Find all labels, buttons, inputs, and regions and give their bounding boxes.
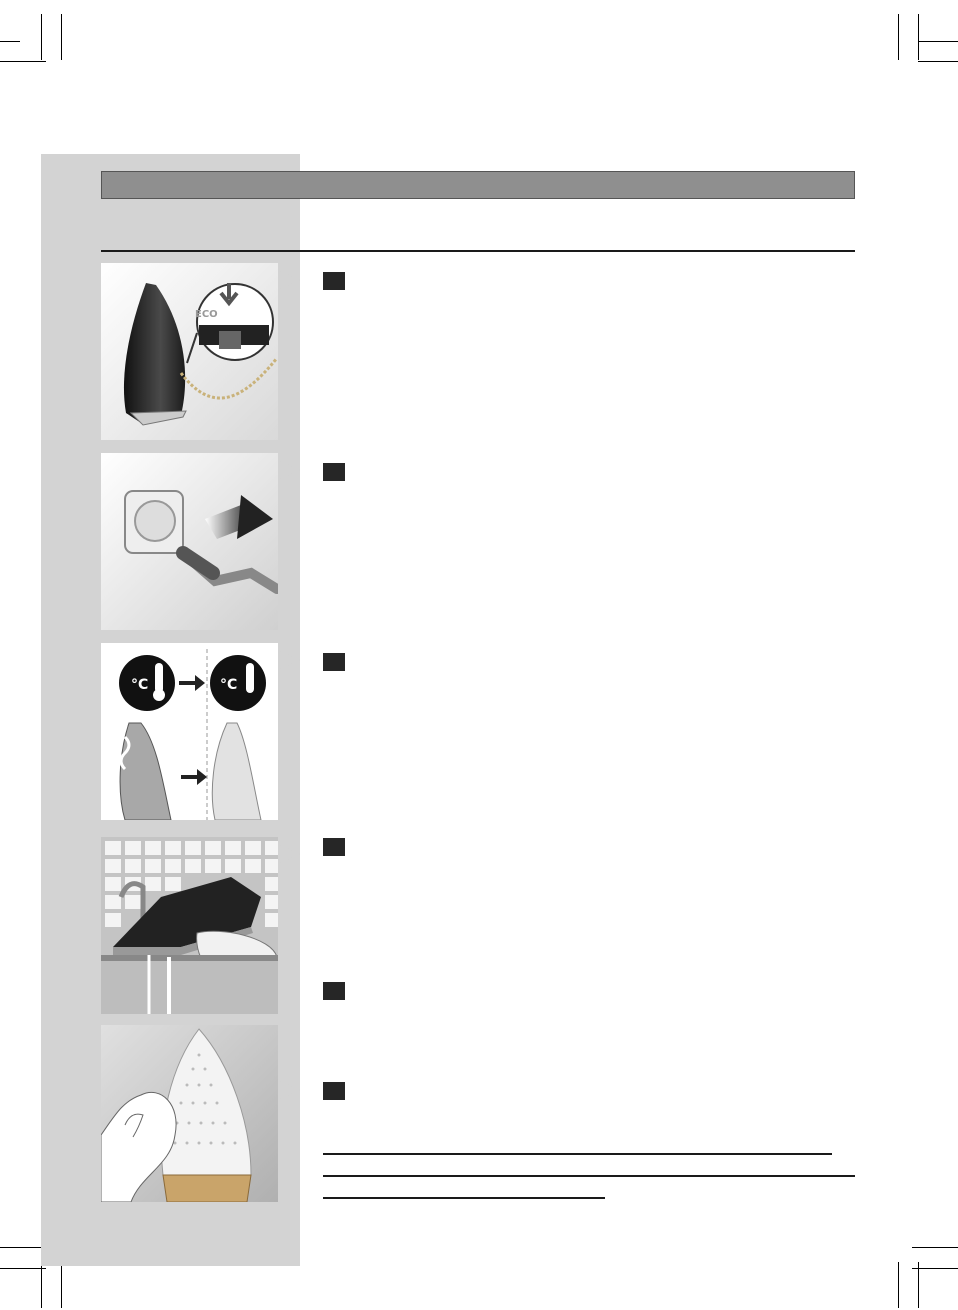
- wipe-soleplate-icon: [101, 1025, 278, 1202]
- crop-mark: [0, 41, 20, 42]
- unplug-from-socket-icon: [101, 453, 278, 630]
- step-marker: [323, 838, 345, 856]
- crop-mark: [918, 61, 958, 62]
- crop-mark: [0, 61, 46, 62]
- crop-mark: [898, 1262, 899, 1308]
- step-marker: [323, 653, 345, 671]
- note-underline: [323, 1153, 832, 1155]
- note-underline: [323, 1175, 855, 1177]
- crop-mark: [918, 41, 958, 42]
- step-marker: [323, 982, 345, 1000]
- step-marker: [323, 463, 345, 481]
- crop-mark: [41, 14, 42, 60]
- eco-label: ECO: [195, 309, 218, 320]
- section-rule: [101, 250, 855, 252]
- iron-on-stand-eco-icon: [101, 263, 278, 440]
- illustration-cool-down: [101, 643, 278, 820]
- let-iron-cool-icon: [101, 643, 278, 820]
- crop-mark: [898, 14, 899, 60]
- celsius-label: °C: [131, 677, 149, 693]
- panel-pointer: [278, 844, 300, 864]
- rinse-iron-under-tap-icon: [101, 837, 278, 1014]
- crop-mark: [0, 1268, 46, 1269]
- celsius-label-2: °C: [220, 677, 238, 693]
- crop-mark: [61, 1262, 62, 1308]
- crop-mark: [912, 1268, 958, 1269]
- illustration-iron-eco: [101, 263, 278, 440]
- step-marker: [323, 272, 345, 290]
- illustration-unplug: [101, 453, 278, 630]
- panel-pointer: [278, 460, 300, 480]
- illustration-rinse: [101, 837, 278, 1014]
- panel-pointer: [278, 1080, 300, 1100]
- section-header-bar: [101, 171, 855, 199]
- panel-pointer: [278, 650, 300, 670]
- step-marker: [323, 1082, 345, 1100]
- illustration-wipe: [101, 1025, 278, 1202]
- panel-pointer: [278, 270, 300, 290]
- crop-mark: [0, 1247, 46, 1248]
- crop-mark: [918, 14, 919, 60]
- crop-mark: [912, 1247, 958, 1248]
- note-underline: [323, 1197, 605, 1199]
- crop-mark: [61, 14, 62, 60]
